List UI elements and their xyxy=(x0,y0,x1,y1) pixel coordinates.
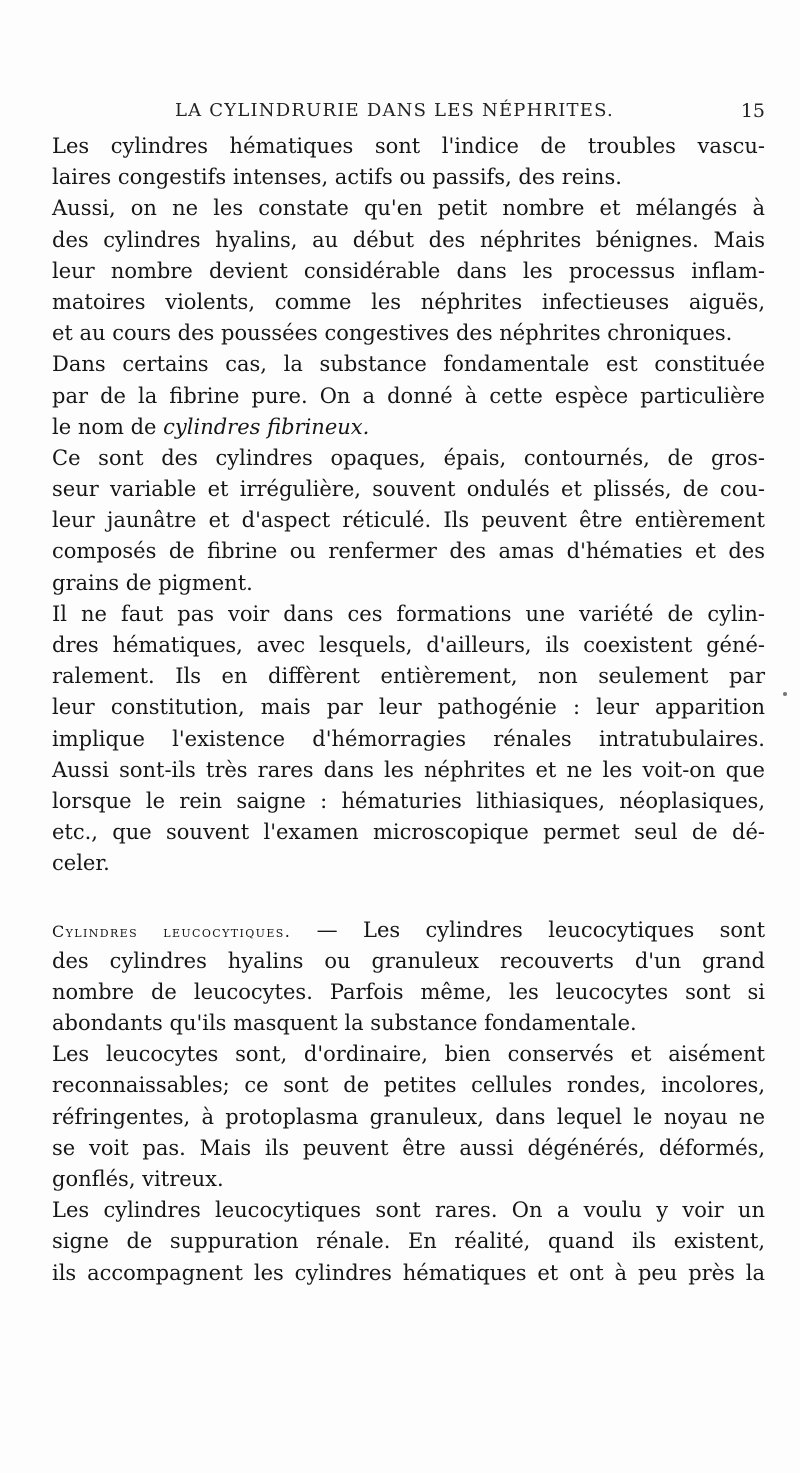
running-title: LA CYLINDRURIE DANS LES NÉPHRITES. xyxy=(175,100,614,121)
text-line: signe de suppuration rénale. En réalité, quand ils existent, xyxy=(52,1229,765,1254)
text-line: et au cours des poussées congestives des néphrites chroniques. xyxy=(52,321,733,346)
text-line: se voit pas. Mais ils peuvent être aussi dégénérés, déformés, xyxy=(52,1135,765,1160)
text-line xyxy=(52,412,765,443)
text-line: Dans certains cas, la substance fondamentale est constituée xyxy=(52,352,765,377)
text-line: gonflés, vitreux. xyxy=(52,1167,224,1191)
text-line: lorsque le rein saigne : hématuries lithiasiques, néoplasiques, xyxy=(52,788,765,813)
text-line: par de la fibrine pure. On a donné à cette espèce particulière xyxy=(52,383,765,408)
page-number: 15 xyxy=(740,100,765,122)
body-text xyxy=(52,131,765,1289)
running-head xyxy=(60,100,765,130)
text-line: composés de fibrine ou renfermer des amas d'hématies et des xyxy=(52,539,765,564)
text-line: ralement. Ils en diffèrent entièrement, non seulement par xyxy=(52,664,765,689)
text-line: matoires violents, comme les néphrites infectieuses aiguës, xyxy=(52,289,765,314)
text-line: implique l'existence d'hémorragies rénales intratubulaires. xyxy=(52,726,765,751)
print-speck xyxy=(783,692,787,696)
text-line: Aussi sont-ils très rares dans les néphrites et ne les voit-on que xyxy=(52,757,765,782)
text-line: ils accompagnent les cylindres hématiques et ont à peu près la xyxy=(52,1260,765,1285)
section-heading: Cylindres leucocytiques. xyxy=(52,921,292,941)
text-line: laires congestifs intenses, actifs ou passifs, des reins. xyxy=(52,165,622,190)
text-line: des cylindres hyalins ou granuleux recouverts d'un grand xyxy=(52,948,765,973)
text-line: Les leucocytes sont, d'ordinaire, bien conservés et aisément xyxy=(52,1042,765,1067)
section-gap xyxy=(52,880,765,915)
text-line: réfringentes, à protoplasma granuleux, dans lequel le noyau ne xyxy=(52,1104,765,1129)
text-line: etc., que souvent l'examen microscopique permet seul de dé- xyxy=(52,820,765,845)
text-line: Les cylindres leucocytiques sont rares. On a voulu y voir un xyxy=(52,1198,765,1223)
text-fragment: — Les cylindres leucocytiques sont xyxy=(316,917,766,942)
italic-term: cylindres fibrineux. xyxy=(163,414,370,439)
text-line: dres hématiques, avec lesquels, d'ailleurs, ils coexistent géné- xyxy=(52,633,765,657)
text-line: leur jaunâtre et d'aspect réticulé. Ils peuvent être entièrement xyxy=(52,508,765,533)
text-line: leur constitution, mais par leur pathogénie : leur apparition xyxy=(52,695,765,720)
text-line: seur variable et irrégulière, souvent ondulés et plissés, de cou- xyxy=(52,477,765,502)
text-fragment: le nom de xyxy=(52,414,157,439)
text-line: leur nombre devient considérable dans les processus inflam- xyxy=(52,258,765,283)
text-line: Il ne faut pas voir dans ces formations une variété de cylin- xyxy=(52,601,765,626)
text-line: celer. xyxy=(52,851,110,876)
text-line: grains de pigment. xyxy=(52,570,253,595)
text-line: nombre de leucocytes. Parfois même, les leucocytes sont si xyxy=(52,979,765,1004)
text-line xyxy=(52,915,765,946)
text-line: Aussi, on ne les constate qu'en petit nombre et mélangés à xyxy=(52,196,765,221)
text-line: des cylindres hyalins, au début des néphrites bénignes. Mais xyxy=(52,227,765,252)
text-line: Les cylindres hématiques sont l'indice de troubles vascu- xyxy=(52,134,765,158)
text-line: abondants qu'ils masquent la substance fondamentale. xyxy=(52,1011,637,1036)
text-line: reconnaissables; ce sont de petites cellules rondes, incolores, xyxy=(52,1073,765,1098)
text-line: Ce sont des cylindres opaques, épais, contournés, de gros- xyxy=(52,445,765,470)
